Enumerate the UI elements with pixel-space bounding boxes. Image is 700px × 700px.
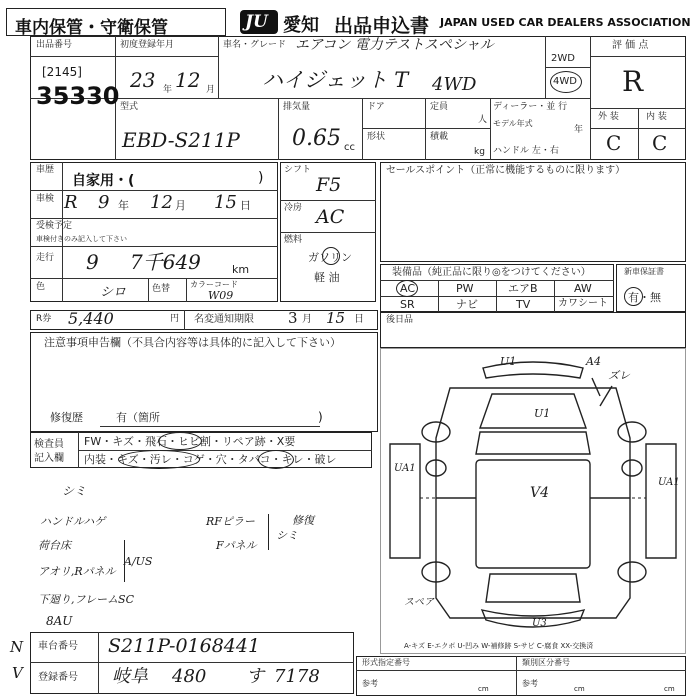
- label-r-ken: R券: [36, 314, 52, 324]
- bracket-mark: [118, 540, 125, 582]
- equipment-aw: AW: [574, 282, 592, 295]
- shaken-day: 15: [214, 192, 237, 213]
- label-color: 色: [36, 282, 46, 292]
- repair-value: 有（箇所: [116, 411, 160, 424]
- rating-value: R: [622, 65, 644, 98]
- label-color-code: カラーコード: [190, 280, 238, 289]
- label-exterior: 外 装: [598, 112, 619, 122]
- lot-small: [2145]: [42, 65, 82, 79]
- note-handle: ハンドルハゲ: [40, 515, 106, 528]
- label-dealer: ディーラー・並 行: [493, 102, 568, 112]
- org-name: 愛知: [283, 15, 319, 36]
- equipment-tv: TV: [516, 298, 531, 311]
- wheel-rear-right-shape: [618, 562, 646, 582]
- note-aus: A/US: [124, 555, 153, 568]
- deadline-day: 15: [326, 309, 346, 327]
- cooling-value: AC: [316, 206, 345, 228]
- first-reg-year: 23: [130, 68, 156, 92]
- label-lot-no: 出品番号: [36, 40, 73, 50]
- note-shimi: シミ: [62, 484, 87, 498]
- label-reference-left: 参考: [362, 679, 378, 688]
- storage-tag-box: [6, 8, 226, 36]
- label-inspector: 検査員記入欄: [34, 439, 64, 464]
- left-side-panel-shape: [390, 444, 420, 558]
- label-sales-point: セールスポイント（正常に機能するものに限ります）: [386, 165, 626, 176]
- diagram-v4: V4: [530, 485, 550, 501]
- body-outline-shape: [436, 388, 630, 618]
- diagram-ua1-left: UA1: [394, 463, 416, 474]
- label-model-year: モデル年式: [493, 119, 533, 128]
- exterior-grade: C: [606, 131, 622, 155]
- label-color-substitute: 色替: [152, 284, 171, 294]
- label-shaken: 車検: [36, 194, 55, 204]
- yen-unit: 円: [170, 314, 180, 324]
- diagram-zure: ズレ: [608, 369, 630, 382]
- shift-value: F5: [316, 174, 342, 196]
- fuel-gasoline-circle: [322, 247, 340, 265]
- deadline-month-unit: 月: [302, 314, 312, 325]
- wheel-front-right-shape: [618, 422, 646, 442]
- reg-place: 岐阜: [112, 666, 148, 687]
- shaken-era: R: [64, 192, 78, 213]
- label-form-number: 形式指定番号: [362, 658, 410, 667]
- lot-number: 35330: [36, 82, 120, 110]
- cc-unit: cc: [344, 142, 355, 153]
- label-capacity: 定員: [430, 102, 449, 112]
- kg-unit: kg: [474, 147, 485, 157]
- note-shimi2: シミ: [276, 529, 298, 542]
- label-chassis-no: 車台番号: [38, 641, 78, 652]
- shaken-year-unit: 年: [118, 199, 129, 212]
- note-f-panel: Fパネル: [216, 539, 257, 552]
- diagram-u1-mid: U1: [534, 407, 551, 420]
- km-unit: km: [232, 263, 250, 276]
- label-doors: ドア: [367, 102, 385, 112]
- shaken-month-unit: 月: [175, 199, 186, 212]
- rear-item-block: [380, 312, 686, 348]
- windshield-shape: [480, 394, 586, 428]
- label-acceptance: 受検予定: [36, 221, 73, 231]
- reg-kana: す: [246, 666, 264, 687]
- ju-logo-text: JU: [245, 12, 268, 32]
- warranty-yes-circle: [624, 287, 643, 306]
- equipment-sr: SR: [400, 298, 415, 311]
- label-shape: 形状: [367, 132, 386, 142]
- displacement-value: 0.65: [292, 126, 341, 151]
- label-shift: シフト: [284, 165, 312, 175]
- label-deadline: 名変通知期限: [194, 314, 254, 325]
- cm-unit-3: cm: [664, 685, 675, 693]
- tailgate-shape: [486, 574, 580, 602]
- label-history: 車歴: [36, 165, 55, 175]
- equipment-ac-circle: [396, 280, 418, 297]
- label-handle: ハンドル 左・右: [493, 146, 559, 156]
- mileage-rest: 7千649: [130, 250, 201, 274]
- roof-shape: [476, 432, 590, 454]
- form-title: 出品申込書: [334, 15, 430, 37]
- color-code-value: W09: [208, 289, 234, 302]
- color-value: シロ: [100, 285, 127, 300]
- mileage-10k: 9: [86, 250, 99, 274]
- label-name-grade: 車名・グレード: [223, 40, 287, 50]
- cargo-bed-shape: [476, 460, 590, 568]
- diagram-u3: U3: [532, 618, 547, 629]
- note-n: N: [10, 638, 24, 656]
- ju-logo: [240, 10, 278, 34]
- label-first-reg: 初度登録年月: [120, 40, 175, 50]
- cm-unit-2: cm: [574, 685, 585, 693]
- car-name: ハイジェット T: [262, 68, 409, 92]
- label-fuel: 燃料: [284, 235, 303, 245]
- acceptance-note: 車検付きのみ記入して下さい: [36, 235, 127, 243]
- label-rating: 評 価 点: [612, 40, 649, 51]
- diagram-a4: A4: [586, 355, 601, 368]
- label-reg-no: 登録番号: [38, 672, 78, 683]
- drive-handwritten: 4WD: [432, 74, 477, 95]
- sales-point-block: [380, 162, 686, 262]
- equipment-airbag: エアB: [508, 282, 538, 295]
- mirror-right-shape: [622, 460, 642, 476]
- warranty-options: 有・無: [628, 291, 661, 304]
- fuel-option-gasoline: ガソリン: [308, 251, 352, 264]
- note-frame: 下廻り,フレームSC: [38, 593, 135, 606]
- fuel-option-diesel: 軽 油: [314, 271, 340, 284]
- label-4wd: 4WD: [553, 76, 577, 87]
- shaken-day-unit: 日: [240, 199, 251, 212]
- repair-close-paren: ): [318, 410, 323, 424]
- equipment-leather: カワシート: [558, 298, 608, 309]
- note-8au: 8AU: [46, 614, 73, 628]
- note-gate: アオリ,Rパネル: [38, 565, 116, 578]
- model-year-unit: 年: [574, 125, 584, 135]
- damage-legend: A-キズ E-エクボ U-凹み W-補修跡 S-サビ C-腐食 XX-交換済: [404, 642, 594, 650]
- first-reg-month: 12: [175, 68, 201, 92]
- shaken-year: 9: [98, 192, 110, 213]
- shaken-month: 12: [150, 192, 173, 213]
- first-reg-month-unit: 月: [206, 85, 216, 95]
- diagram-ua1-right: UA1: [658, 477, 680, 488]
- reg-num: 7178: [274, 666, 320, 687]
- inspection-row-interior: 内装・キズ・汚レ・コゲ・穴・タバコ・キレ・破レ: [84, 453, 337, 466]
- label-interior: 内 装: [646, 112, 667, 122]
- interior-scratch-circle: [118, 450, 200, 469]
- chassis-no-value: S211P-0168441: [108, 635, 261, 657]
- r-ken-value: 5,440: [68, 309, 114, 328]
- history-value: 自家用・(: [72, 173, 135, 189]
- label-displacement: 排気量: [283, 102, 311, 112]
- cm-unit-1: cm: [478, 685, 489, 693]
- equipment-navi: ナビ: [456, 298, 478, 311]
- note-v: V: [12, 664, 23, 682]
- bracket-mark-2: [262, 514, 269, 550]
- history-block: [30, 162, 278, 302]
- note-floor: 荷台床: [38, 539, 71, 552]
- interior-grade: C: [652, 131, 668, 155]
- label-warranty: 新車保証書: [624, 267, 664, 276]
- label-equipment: 装備品（純正品に限り◎をつけてください）: [392, 267, 591, 278]
- car-diagram: [380, 348, 686, 654]
- front-bumper-shape: [483, 362, 583, 378]
- equipment-pw: PW: [456, 282, 474, 295]
- storage-tag: 車内保管・守衛保管: [15, 18, 168, 38]
- association-english: JAPAN USED CAR DEALERS ASSOCIATION: [440, 16, 691, 29]
- grade-handwritten: エアコン 電力テストスペシャル: [295, 37, 494, 53]
- deadline-day-unit: 日: [354, 314, 364, 325]
- diagram-spare: スペア: [404, 597, 434, 608]
- label-2wd: 2WD: [551, 53, 575, 64]
- label-cooling: 冷房: [284, 203, 303, 213]
- label-load: 積載: [430, 132, 449, 142]
- label-repair-history: 修復歴: [50, 411, 83, 424]
- interior-tabaco-circle: [258, 450, 294, 469]
- right-side-panel-shape: [646, 444, 676, 558]
- label-reference-right: 参考: [522, 679, 538, 688]
- label-rear-item: 後日品: [386, 315, 414, 325]
- label-model-code: 型式: [120, 102, 139, 112]
- first-reg-year-unit: 年: [163, 85, 173, 95]
- inspection-row-exterior: FW・キズ・飛石・ヒビ割・リペア跡・X要: [84, 435, 296, 448]
- model-code: EBD-S211P: [122, 128, 240, 152]
- diagram-u1-top: U1: [500, 355, 517, 368]
- label-category-number: 類別区分番号: [522, 658, 570, 667]
- label-notes: 注意事項申告欄（不具合内容等は具体的に記入して下さい）: [44, 336, 341, 349]
- equipment-ac: AC: [400, 282, 416, 295]
- label-mileage: 走行: [36, 253, 55, 263]
- note-rf-pillar: RFピラー: [206, 515, 255, 528]
- deadline-month: 3: [288, 309, 298, 327]
- note-repair: 修復: [292, 514, 314, 527]
- reg-class: 480: [172, 666, 207, 687]
- person-unit: 人: [478, 115, 488, 125]
- stone-chip-circle: [158, 432, 202, 450]
- history-close-paren: ): [258, 170, 264, 186]
